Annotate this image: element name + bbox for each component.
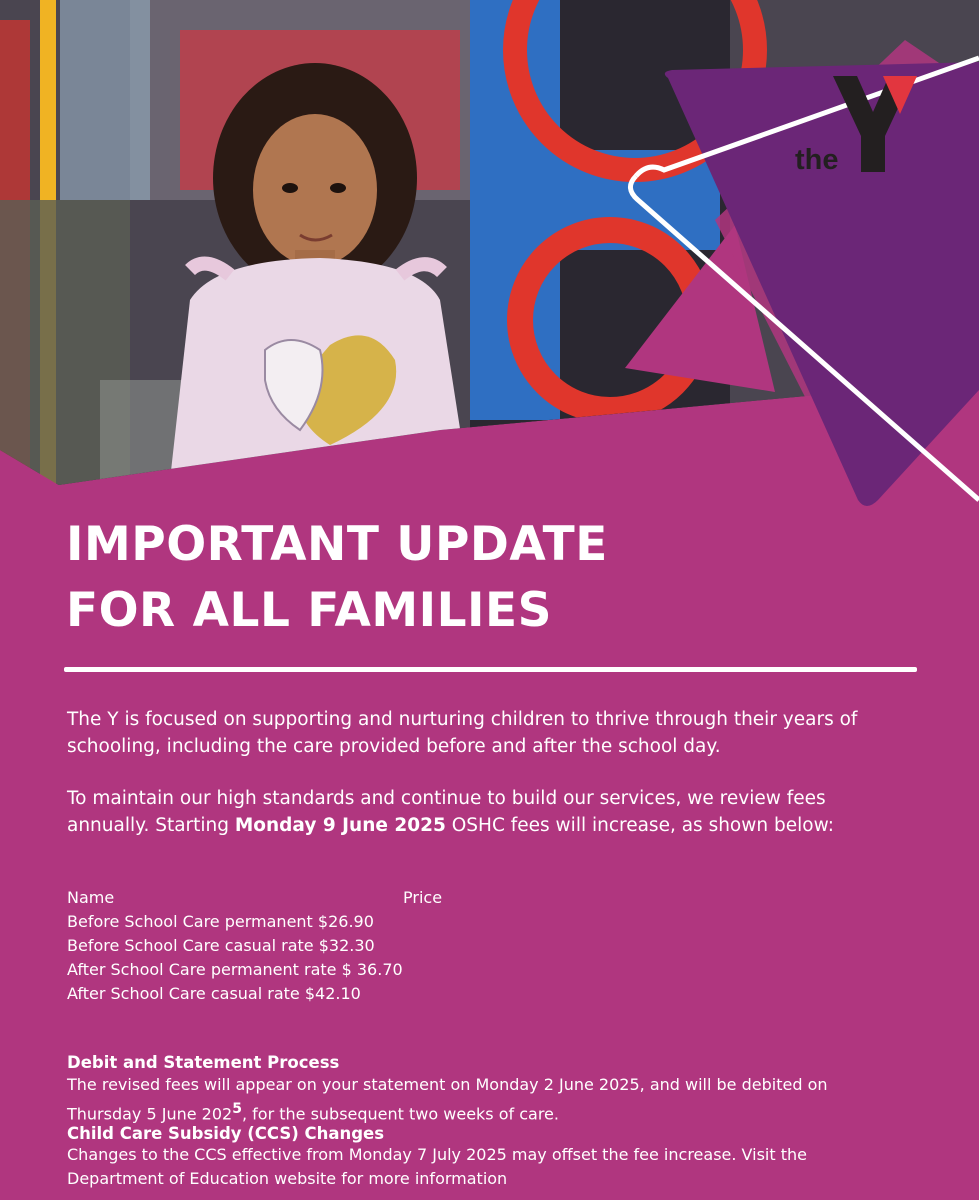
logo-the-text: the	[795, 144, 839, 176]
ccs-section-body: Changes to the CCS effective from Monday 7 July 2025 may offset the fee increase. Visit the Department of Education website for more information	[67, 1145, 807, 1188]
the-y-logo	[795, 74, 925, 184]
effective-date: Monday 9 June 2025	[234, 815, 446, 836]
title-line-1: IMPORTANT UPDATE	[66, 517, 608, 572]
fee-table-header	[67, 886, 487, 910]
fee-row: After School Care permanent rate $ 36.70	[67, 960, 403, 979]
page-title	[66, 512, 608, 644]
fee-table	[67, 886, 487, 1006]
title-line-2: FOR ALL FAMILIES	[66, 583, 552, 638]
fee-row: Before School Care casual rate $32.30	[67, 936, 375, 955]
debit-text-end: , for the subsequent two weeks of care.	[241, 1104, 559, 1124]
debit-section-body	[67, 1073, 897, 1126]
fee-increase-paragraph	[67, 785, 897, 839]
intro-paragraph: The Y is focused on supporting and nurturing children to thrive through their years of schooling, including the care provided before and after the school day.	[67, 709, 858, 757]
debit-text-start: The revised fees will appear on your statement on Monday 2 June 2025, and will be debited on Thursday 5 June 202	[67, 1075, 828, 1124]
fee-increase-text-start: To maintain our high standards and continue to build our services, we review fees annually. Starting	[67, 788, 826, 836]
debit-section-title: Debit and Statement Process	[67, 1053, 340, 1072]
fee-row: Before School Care permanent $26.90	[67, 912, 374, 931]
fee-increase-text-end: OSHC fees will increase, as shown below:	[445, 815, 834, 836]
header-name: Name	[67, 888, 115, 907]
debit-year-superscript: 5	[232, 1101, 242, 1117]
divider-rule	[64, 667, 917, 672]
fee-row: After School Care casual rate $42.10	[67, 984, 361, 1003]
ccs-section-title: Child Care Subsidy (CCS) Changes	[67, 1124, 385, 1143]
header-price: Price	[403, 888, 443, 907]
